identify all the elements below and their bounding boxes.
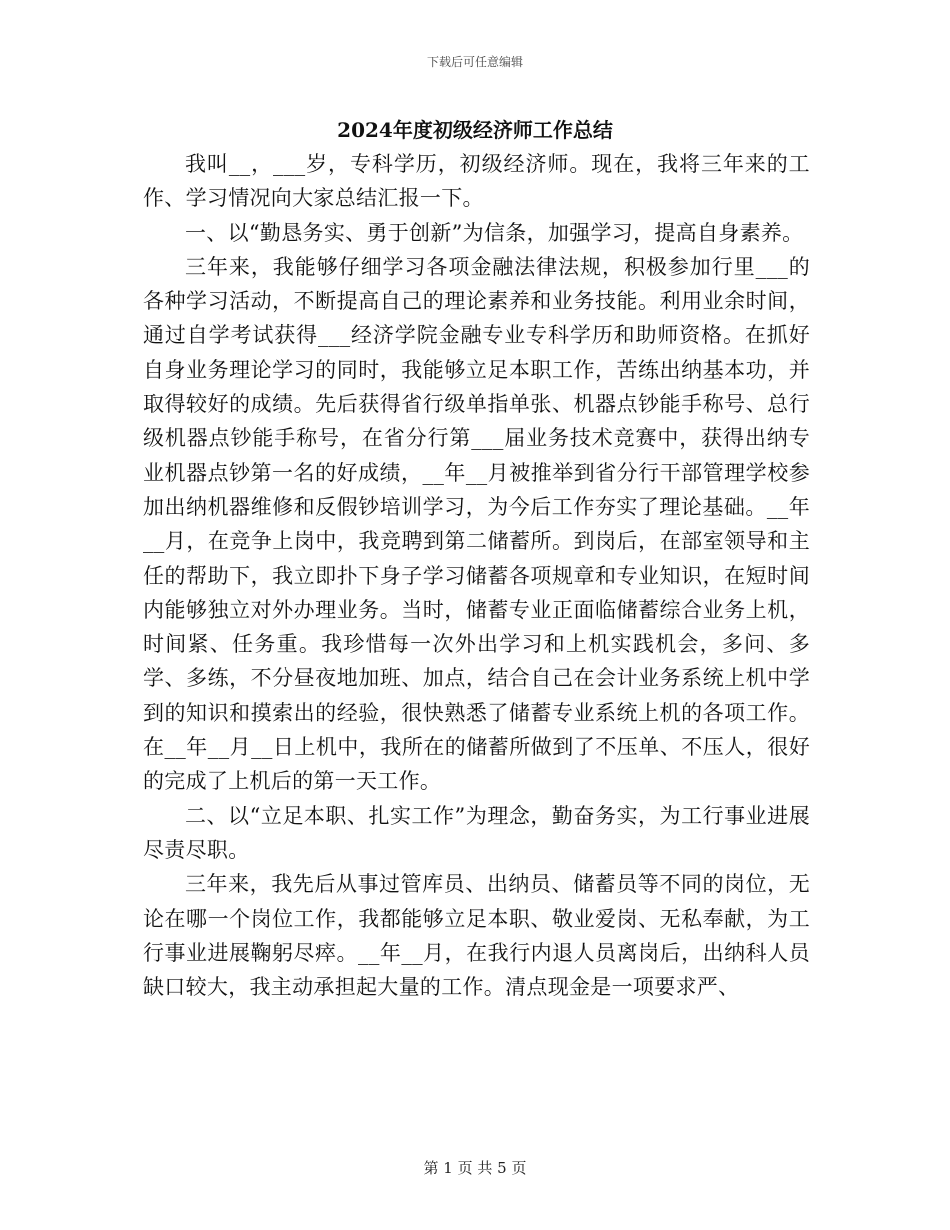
- paragraph-intro: 我叫__，___岁，专科学历，初级经济师。现在，我将三年来的工作、学习情况向大家总结汇报一下。: [143, 152, 810, 211]
- page-header: 下载后可任意编辑: [426, 55, 523, 69]
- document-body: [143, 147, 810, 1004]
- paragraph-section-1-body: 三年来，我能够仔细学习各项金融法律法规，积极参加行里___的各种学习活动，不断提高自己的理论素养和业务技能。利用业余时间，通过自学考试获得___经济学院金融专业专科学历和助师资格。在抓好自身业务理论学习的同时，我能够立足本职工作，苦练出纳基本功，并取得较好的成绩。先后获得省行级单指单张、机器点钞能手称号、总行级机器点钞能手称号，在省分行第___届业务技术竞赛中，获得出纳专业机器点钞第一名的好成绩，__年__月被推举到省分行干部管理学校参加出纳机器维修和反假钞培训学习，为今后工作夯实了理论基础。__年__月，在竞争上岗中，我竞聘到第二储蓄所。到岗后，在部室领导和主任的帮助下，我立即扑下身子学习储蓄各项规章和专业知识，在短时间内能够独立对外办理业务。当时，储蓄专业正面临储蓄综合业务上机，时间紧、任务重。我珍惜每一次外出学习和上机实践机会，多问、多学、多练，不分昼夜地加班、加点，结合自己在会计业务系统上机中学到的知识和摸索出的经验，很快熟悉了储蓄专业系统上机的各项工作。在__年__月__日上机中，我所在的储蓄所做到了不压单、不压人，很好的完成了上机后的第一天工作。: [143, 254, 810, 794]
- paragraph-section-1-heading: 一、以“勤恳务实、勇于创新”为信条，加强学习，提高自身素养。: [185, 220, 804, 245]
- document-title: 2024年度初级经济师工作总结: [337, 118, 613, 142]
- page-footer: 第 1 页 共 5 页: [423, 1159, 527, 1177]
- paragraph-section-2-heading: 二、以“立足本职、扎实工作”为理念，勤奋务实，为工行事业进展尽责尽职。: [143, 803, 810, 862]
- paragraph-section-2-body: 三年来，我先后从事过管库员、出纳员、储蓄员等不同的岗位，无论在哪一个岗位工作，我都能够立足本职、敬业爱岗、无私奉献，为工行事业进展鞠躬尽瘁。__年__月，在我行内退人员离岗后，出纳科人员缺口较大，我主动承担起大量的工作。清点现金是一项要求严、: [143, 872, 810, 1000]
